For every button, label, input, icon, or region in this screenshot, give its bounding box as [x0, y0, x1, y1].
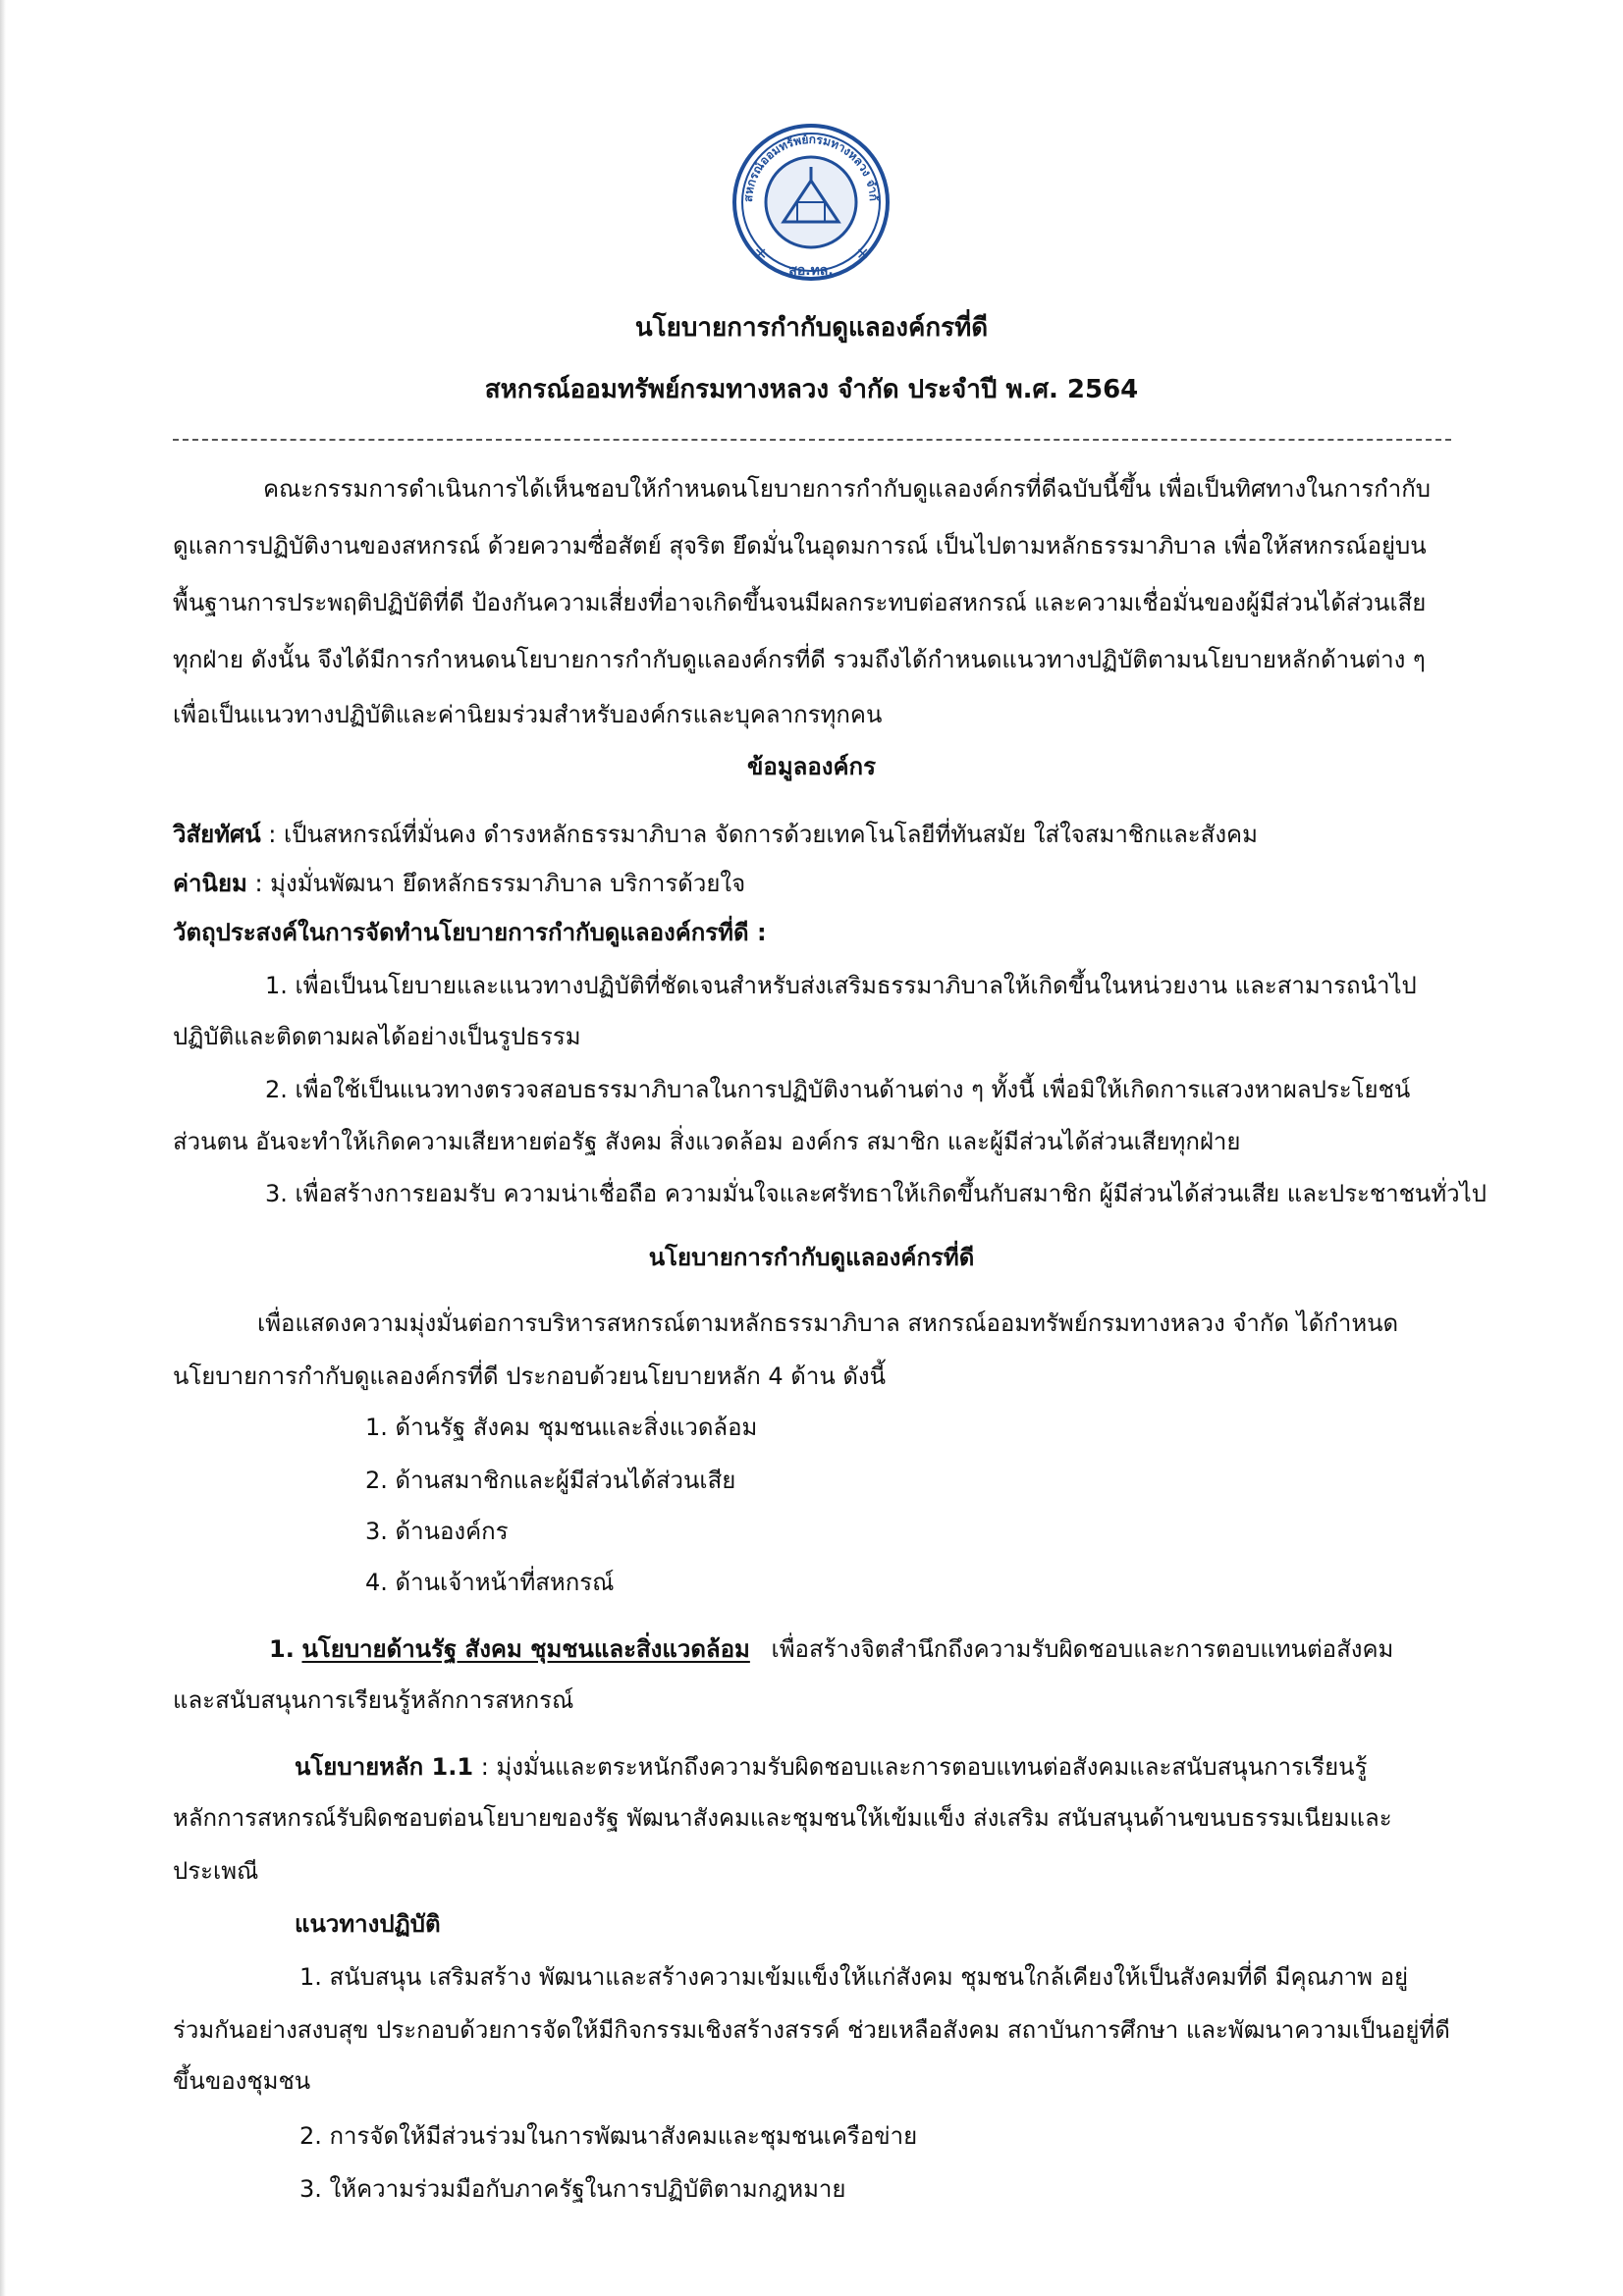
- section1-title-row: [269, 1633, 1393, 1669]
- policy-list-item: 3. ด้านองค์กร: [365, 1518, 509, 1545]
- policy-intro-line: เพื่อแสดงความมุ่งมั่นต่อการบริหารสหกรณ์ตามหลักธรรมาภิบาล สหกรณ์ออมทรัพย์กรมทางหลวง จำกัด ได้กำหนด: [257, 1309, 1399, 1337]
- main-policy-line: หลักการสหกรณ์รับผิดชอบต่อนโยบายของรัฐ พัฒนาสังคมและชุมชนให้เข้มแข็ง ส่งเสริม สนับสนุนด้านขนบธรรมเนียมและ: [173, 1804, 1392, 1832]
- intro-line: ดูแลการปฏิบัติงานของสหกรณ์ ด้วยความซื่อสัตย์ สุจริต ยึดมั่นในอุดมการณ์ เป็นไปตามหลักธรรมาภิบาล เพื่อให้สหกรณ์อยู่บน: [173, 532, 1427, 560]
- section1-desc-line: และสนับสนุนการเรียนรู้หลักการสหกรณ์: [173, 1686, 574, 1714]
- main-policy-row: [295, 1751, 1367, 1787]
- logo-seal-graphic: [729, 120, 893, 287]
- guideline-1-line: ร่วมกันอย่างสงบสุข ประกอบด้วยการจัดให้มีกิจกรรมเชิงสร้างสรรค์ ช่วยเหลือสังคม สถาบันการศึกษา และพัฒนาความเป็นอยู่ที่ดี: [173, 2016, 1450, 2044]
- intro-line: เพื่อเป็นแนวทางปฏิบัติและค่านิยมร่วมสำหรับองค์กรและบุคลากรทุกคน: [173, 701, 883, 728]
- svg-text:✕: ✕: [754, 244, 768, 263]
- intro-line: คณะกรรมการดำเนินการได้เห็นชอบให้กำหนดนโยบายการกำกับดูแลองค์กรที่ดีฉบับนี้ขึ้น เพื่อเป็นทิศทางในการกำกับ: [263, 475, 1431, 503]
- policy-heading: นโยบายการกำกับดูแลองค์กรที่ดี: [648, 1244, 975, 1271]
- section1-desc: เพื่อสร้างจิตสำนึกถึงความรับผิดชอบและการตอบแทนต่อสังคม: [771, 1635, 1394, 1663]
- policy-list-item: 1. ด้านรัฐ สังคม ชุมชนและสิ่งแวดล้อม: [365, 1414, 758, 1441]
- values-text: : มุ่งมั่นพัฒนา ยึดหลักธรรมาภิบาล บริการด้วยใจ: [254, 870, 746, 897]
- objective-heading: วัตถุประสงค์ในการจัดทำนโยบายการกำกับดูแลองค์กรที่ดี :: [173, 919, 767, 946]
- guideline-1-line: 1. สนับสนุน เสริมสร้าง พัฒนาและสร้างความเข้มแข็งให้แก่สังคม ชุมชนใกล้เคียงให้เป็นสังคมที่ดี มีคุณภาพ อยู่: [299, 1963, 1409, 1991]
- page-title-line2: สหกรณ์ออมทรัพย์กรมทางหลวง จำกัด ประจำปี พ.ศ. 2564: [484, 375, 1139, 404]
- guideline-2: 2. การจัดให้มีส่วนร่วมในการพัฒนาสังคมและชุมชนเครือข่าย: [299, 2122, 918, 2150]
- vision-row: [173, 819, 1258, 854]
- vision-label: วิสัยทัศน์: [173, 821, 261, 848]
- main-policy-label: นโยบายหลัก 1.1: [295, 1753, 474, 1781]
- policy-list-item: 4. ด้านเจ้าหน้าที่สหกรณ์: [365, 1569, 615, 1596]
- page-title-line1: นโยบายการกำกับดูแลองค์กรที่ดี: [634, 313, 989, 343]
- objective-1-line: 1. เพื่อเป็นนโยบายและแนวทางปฏิบัติที่ชัดเจนสำหรับส่งเสริมธรรมาภิบาลให้เกิดขึ้นในหน่วยงาน และสามารถนำไป: [265, 972, 1417, 999]
- intro-line: พื้นฐานการประพฤติปฏิบัติที่ดี ป้องกันความเสี่ยงที่อาจเกิดขึ้นจนมีผลกระทบต่อสหกรณ์ และความเชื่อมั่นของผู้มีส่วนได้ส่วนเสีย: [173, 589, 1427, 616]
- objective-1-line: ปฏิบัติและติดตามผลได้อย่างเป็นรูปธรรม: [173, 1023, 581, 1050]
- objective-3-line: 3. เพื่อสร้างการยอมรับ ความน่าเชื่อถือ ความมั่นใจและศรัทธาให้เกิดขึ้นกับสมาชิก ผู้มีส่วนได้ส่วนเสีย และประชาชนทั่วไป: [265, 1180, 1487, 1207]
- org-info-heading: ข้อมูลองค์กร: [747, 753, 876, 780]
- section1-title: นโยบายด้านรัฐ สังคม ชุมชนและสิ่งแวดล้อม: [301, 1635, 750, 1663]
- guideline-3: 3. ให้ความร่วมมือกับภาครัฐในการปฏิบัติตามกฎหมาย: [299, 2175, 846, 2203]
- cooperative-logo-seal: [729, 120, 893, 287]
- logo-ring-text: สหกรณ์ออมทรัพย์กรมทางหลวง จำกั: [740, 132, 882, 203]
- policy-intro-line: นโยบายการกำกับดูแลองค์กรที่ดี ประกอบด้วยนโยบายหลัก 4 ด้าน ดังนี้: [173, 1362, 887, 1390]
- guideline-1-line: ขึ้นของชุมชน: [173, 2067, 311, 2095]
- intro-line: ทุกฝ่าย ดังนั้น จึงได้มีการกำหนดนโยบายการกำกับดูแลองค์กรที่ดี รวมถึงได้กำหนดแนวทางปฏิบัติตามนโยบายหลักด้านต่าง ๆ: [173, 646, 1426, 673]
- values-row: [173, 868, 745, 903]
- title-divider: [173, 439, 1451, 441]
- svg-text:✕: ✕: [856, 244, 870, 263]
- logo-abbr-text: สอ.ทล.: [788, 263, 834, 279]
- section1-number: 1.: [269, 1635, 295, 1663]
- main-policy-text: : มุ่งมั่นและตระหนักถึงความรับผิดชอบและการตอบแทนต่อสังคมและสนับสนุนการเรียนรู้: [480, 1753, 1368, 1781]
- objective-2-line: 2. เพื่อใช้เป็นแนวทางตรวจสอบธรรมาภิบาลในการปฏิบัติงานด้านต่าง ๆ ทั้งนี้ เพื่อมิให้เกิดการแสวงหาผลประโยชน์: [265, 1076, 1411, 1103]
- objective-2-line: ส่วนตน อันจะทำให้เกิดความเสียหายต่อรัฐ สังคม สิ่งแวดล้อม องค์กร สมาชิก และผู้มีส่วนได้ส่วนเสียทุกฝ่าย: [173, 1128, 1241, 1155]
- vision-text: : เป็นสหกรณ์ที่มั่นคง ดำรงหลักธรรมาภิบาล จัดการด้วยเทคโนโลยีที่ทันสมัย ใส่ใจสมาชิกและสังคม: [268, 821, 1258, 848]
- policy-list-item: 2. ด้านสมาชิกและผู้มีส่วนได้ส่วนเสีย: [365, 1467, 736, 1494]
- main-policy-line: ประเพณี: [173, 1857, 259, 1885]
- guideline-heading: แนวทางปฏิบัติ: [295, 1910, 441, 1938]
- values-label: ค่านิยม: [173, 870, 247, 897]
